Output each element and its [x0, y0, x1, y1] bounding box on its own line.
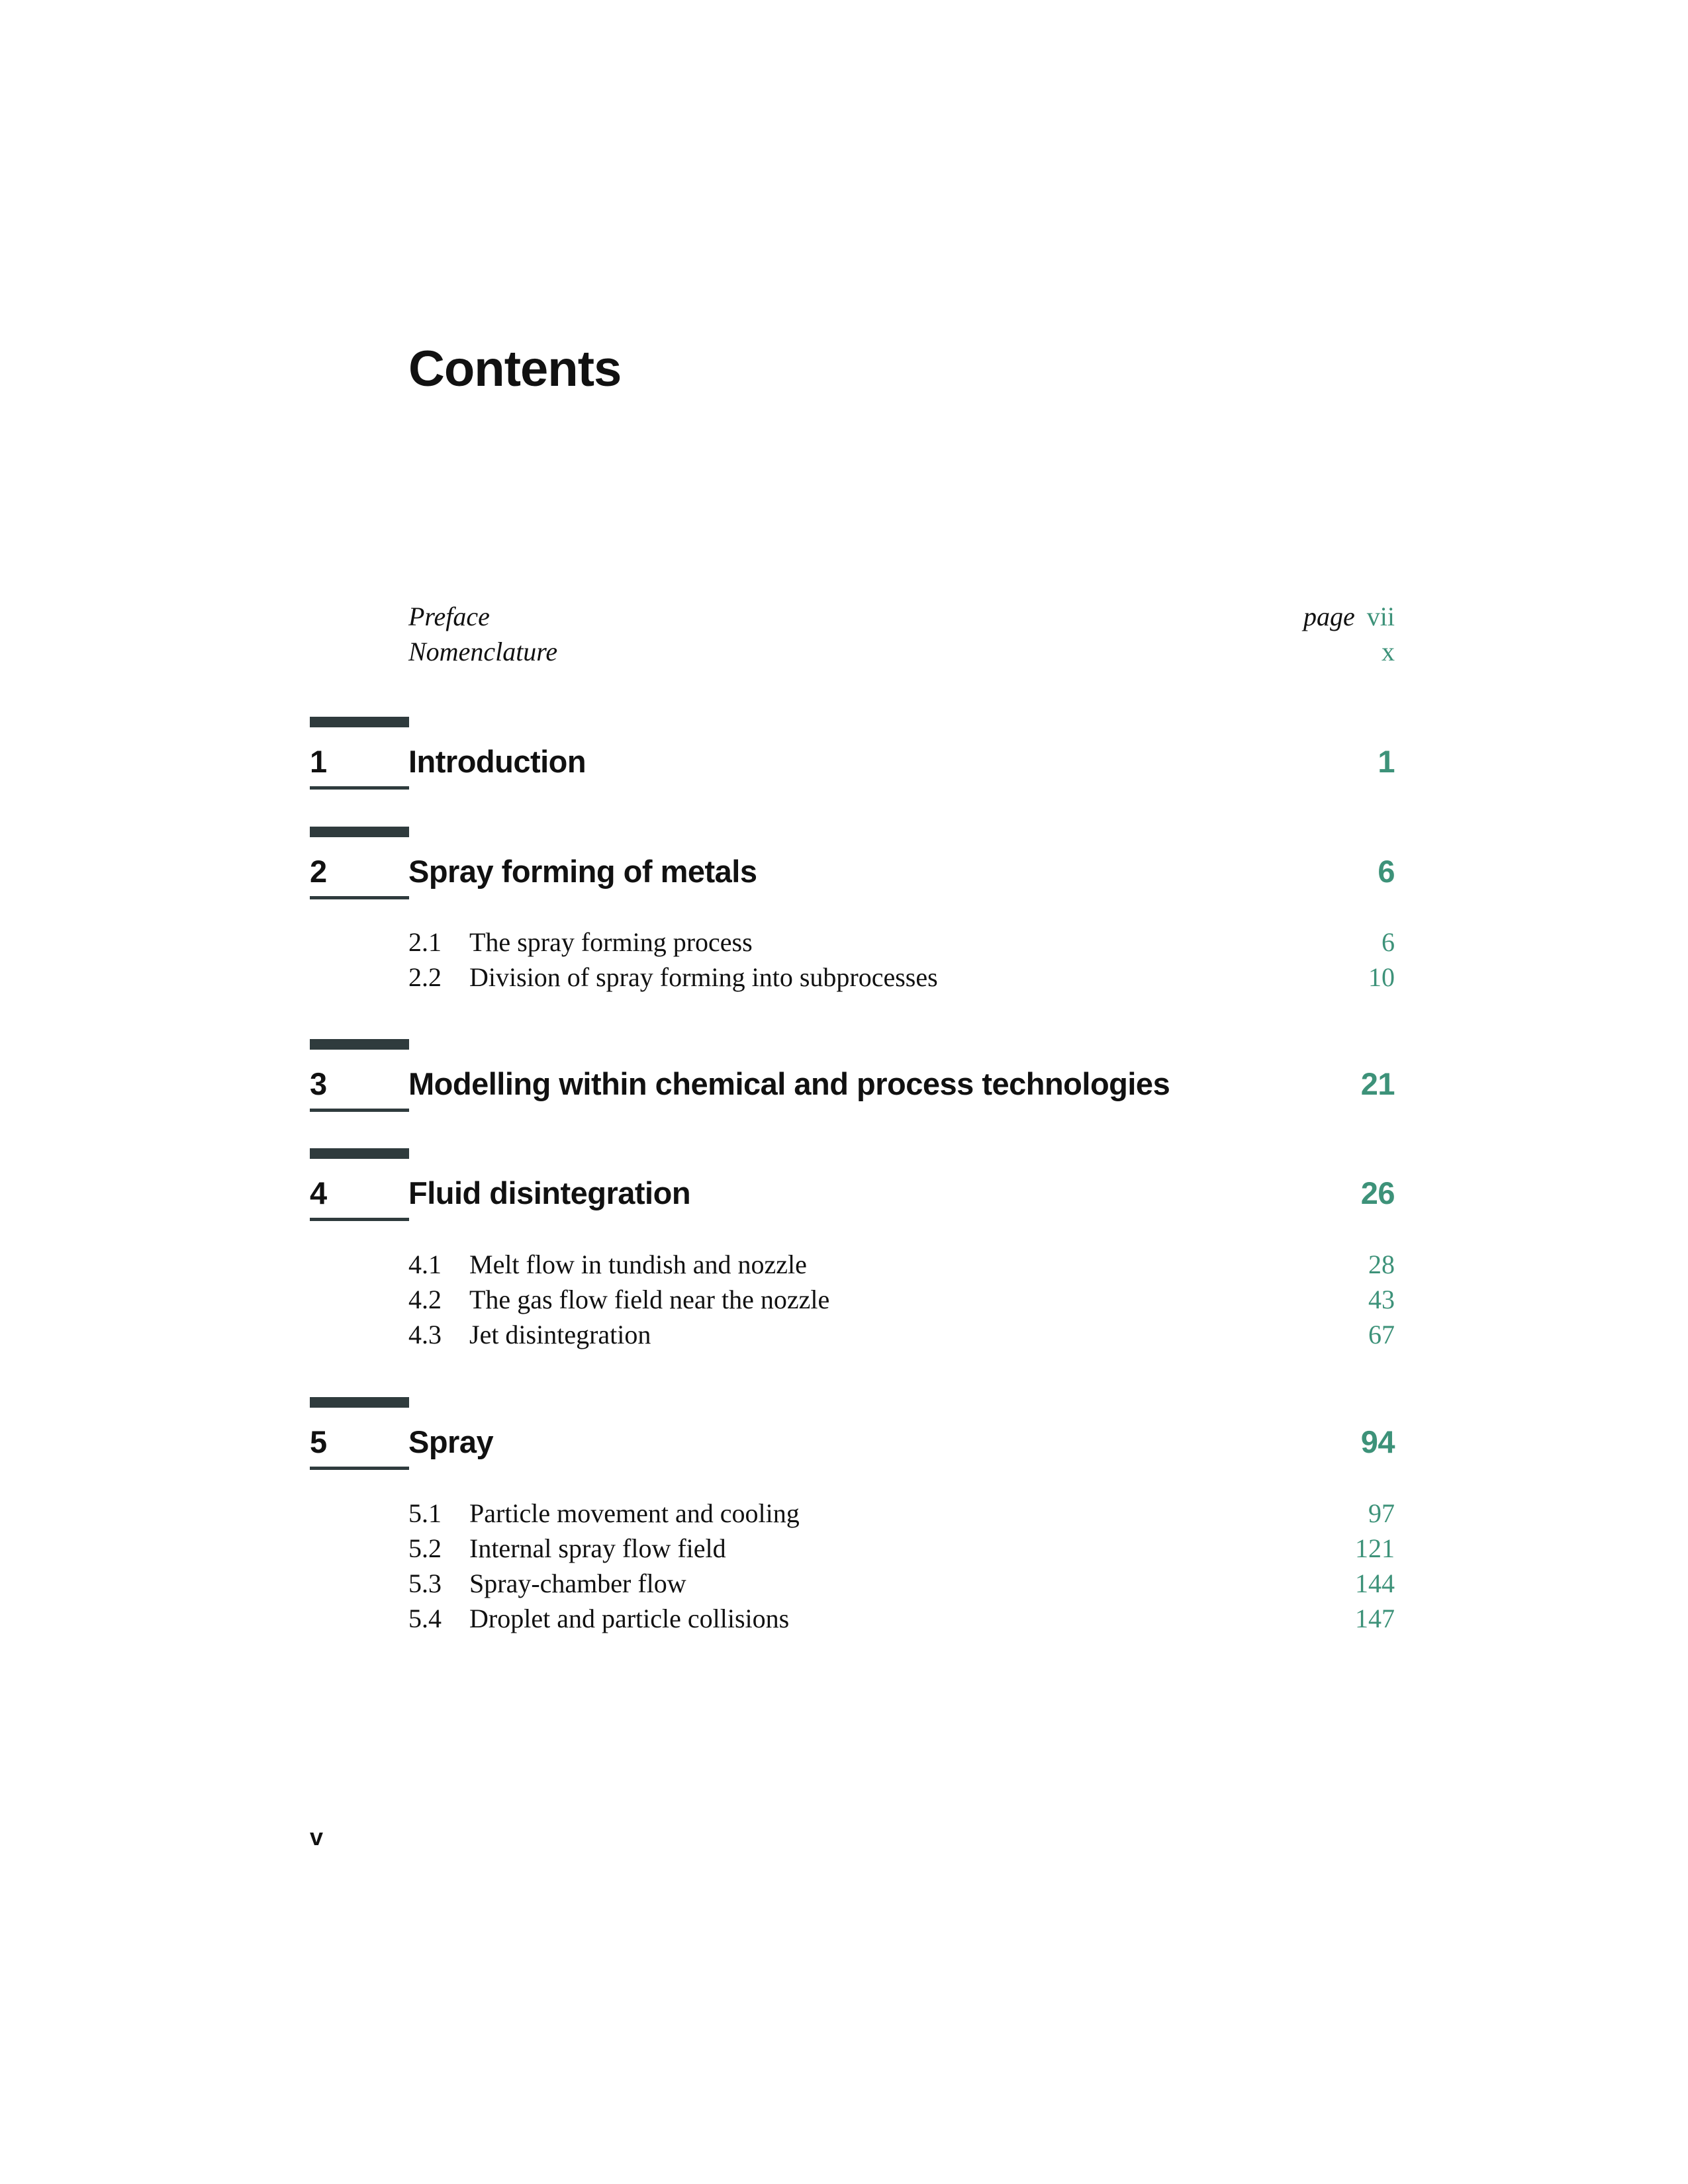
toc-section-4-2[interactable] [408, 1283, 1395, 1317]
section-number: 4.3 [408, 1320, 442, 1349]
toc-entry-preface[interactable] [408, 600, 1395, 634]
chapter-page: 94 [1360, 1424, 1395, 1459]
chapter-rule-bottom [310, 1218, 409, 1221]
section-page: 67 [1368, 1320, 1395, 1349]
section-title: Internal spray flow field [469, 1533, 726, 1563]
section-title: The gas flow field near the nozzle [469, 1285, 830, 1314]
chapter-number: 5 [310, 1424, 327, 1459]
chapter-number: 4 [310, 1175, 327, 1210]
toc-section-5-4[interactable] [408, 1602, 1395, 1636]
section-number: 2.1 [408, 927, 442, 957]
chapter-title: Spray forming of metals [408, 854, 757, 889]
page-title: Contents [408, 341, 622, 397]
section-number: 5.2 [408, 1533, 442, 1563]
page-number: x [1382, 637, 1395, 666]
chapter-title: Fluid disintegration [408, 1175, 691, 1210]
section-title: Spray-chamber flow [469, 1569, 686, 1598]
chapter-page: 21 [1360, 1066, 1395, 1101]
chapter-rule-top [310, 827, 409, 837]
page-number: vii [1366, 602, 1395, 631]
toc-entry-page [1303, 600, 1395, 634]
toc-section-4-3[interactable] [408, 1318, 1395, 1352]
chapter-rule-top [310, 1397, 409, 1408]
chapter-page: 26 [1360, 1175, 1395, 1210]
toc-section-5-2[interactable] [408, 1531, 1395, 1566]
section-page: 6 [1382, 927, 1395, 957]
section-page: 147 [1355, 1604, 1395, 1633]
section-page: 43 [1368, 1285, 1395, 1314]
toc-section-5-1[interactable] [408, 1496, 1395, 1531]
chapter-page: 6 [1378, 854, 1395, 889]
toc-section-5-3[interactable] [408, 1567, 1395, 1601]
toc-section-2-2[interactable] [408, 960, 1395, 995]
section-number: 5.3 [408, 1569, 442, 1598]
section-number: 2.2 [408, 962, 442, 992]
section-title: Melt flow in tundish and nozzle [469, 1250, 807, 1279]
toc-entry-nomenclature[interactable] [408, 635, 1395, 669]
chapter-rule-bottom [310, 896, 409, 899]
page-folio: v [310, 1823, 324, 1850]
section-page: 121 [1355, 1533, 1395, 1563]
section-title: Droplet and particle collisions [469, 1604, 790, 1633]
toc-entry-title: Nomenclature [408, 637, 558, 666]
section-title: The spray forming process [469, 927, 753, 957]
toc-chapter-2[interactable] [310, 827, 1395, 906]
toc-chapter-3[interactable] [310, 1039, 1395, 1118]
toc-chapter-5[interactable] [310, 1397, 1395, 1477]
chapter-rule-top [310, 717, 409, 727]
chapter-rule-top [310, 1148, 409, 1159]
page-label: page [1303, 602, 1355, 631]
chapter-title: Modelling within chemical and process technologies [408, 1066, 1170, 1101]
section-number: 5.1 [408, 1498, 442, 1528]
toc-chapter-1[interactable] [310, 717, 1395, 796]
chapter-rule-top [310, 1039, 409, 1050]
toc-entry-page [1382, 635, 1395, 669]
section-number: 4.2 [408, 1285, 442, 1314]
toc-section-4-1[interactable] [408, 1248, 1395, 1282]
chapter-number: 3 [310, 1066, 327, 1101]
chapter-rule-bottom [310, 786, 409, 790]
chapter-page: 1 [1378, 744, 1395, 779]
chapter-title: Introduction [408, 744, 586, 779]
section-page: 97 [1368, 1498, 1395, 1528]
section-title: Particle movement and cooling [469, 1498, 800, 1528]
toc-entry-title: Preface [408, 602, 490, 631]
section-number: 4.1 [408, 1250, 442, 1279]
chapter-number: 2 [310, 854, 327, 889]
toc-chapter-4[interactable] [310, 1148, 1395, 1228]
chapter-title: Spray [408, 1424, 494, 1459]
chapter-rule-bottom [310, 1467, 409, 1470]
chapter-number: 1 [310, 744, 327, 779]
section-title: Division of spray forming into subprocesses [469, 962, 938, 992]
section-page: 10 [1368, 962, 1395, 992]
section-page: 28 [1368, 1250, 1395, 1279]
section-number: 5.4 [408, 1604, 442, 1633]
section-page: 144 [1355, 1569, 1395, 1598]
section-title: Jet disintegration [469, 1320, 651, 1349]
toc-section-2-1[interactable] [408, 925, 1395, 960]
chapter-rule-bottom [310, 1109, 409, 1112]
